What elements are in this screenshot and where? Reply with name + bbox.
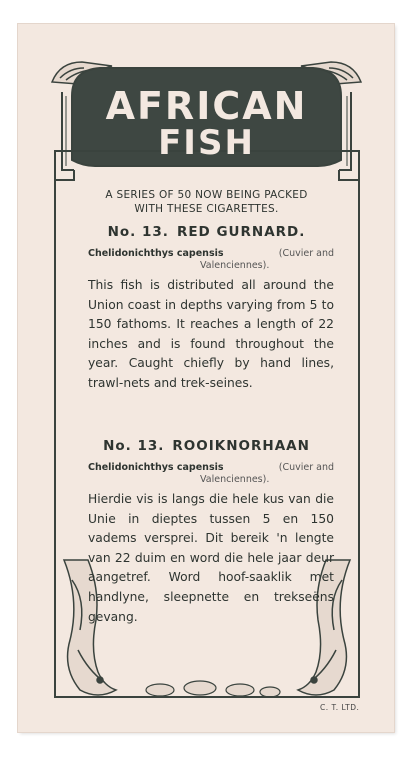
card-title-line1: AFRICAN xyxy=(105,84,308,128)
card-number: No. 13. xyxy=(107,224,169,240)
english-latin-name: Chelidonichthys capensis (Cuvier and Valenciennes). xyxy=(88,248,334,271)
card-number: No. 13. xyxy=(103,438,165,454)
english-description: This fish is distributed all around the Union coast in depths varying from 5 to 150 fathoms. It reaches a length of 22 inches and is found throughout the year. Caught chiefly by hand lines, trawl-nets and trek-seines. xyxy=(88,278,334,390)
afrikaans-latin-name: Chelidonichthys capensis (Cuvier and Valenciennes). xyxy=(88,462,334,485)
printer-credit: C. T. LTD. xyxy=(320,703,360,712)
card-title-line2: FISH xyxy=(158,123,255,163)
series-note: A SERIES OF 50 NOW BEING PACKED WITH THESE CIGARETTES. xyxy=(105,189,308,215)
english-heading xyxy=(70,224,343,240)
fish-name: ROOIKNORHAAN xyxy=(172,438,310,454)
afrikaans-heading xyxy=(70,438,343,454)
fish-name: RED GURNARD. xyxy=(176,224,306,240)
afrikaans-description: Hierdie vis is langs die hele kus van die Unie in dieptes tussen 5 en 150 vadems versprei. Dit bereik 'n lengte van 22 duim en word die hele jaar deur aangetref. Word hoof-saaklik met handlyne, sleepnette en trekseëns gevang. xyxy=(88,492,334,624)
